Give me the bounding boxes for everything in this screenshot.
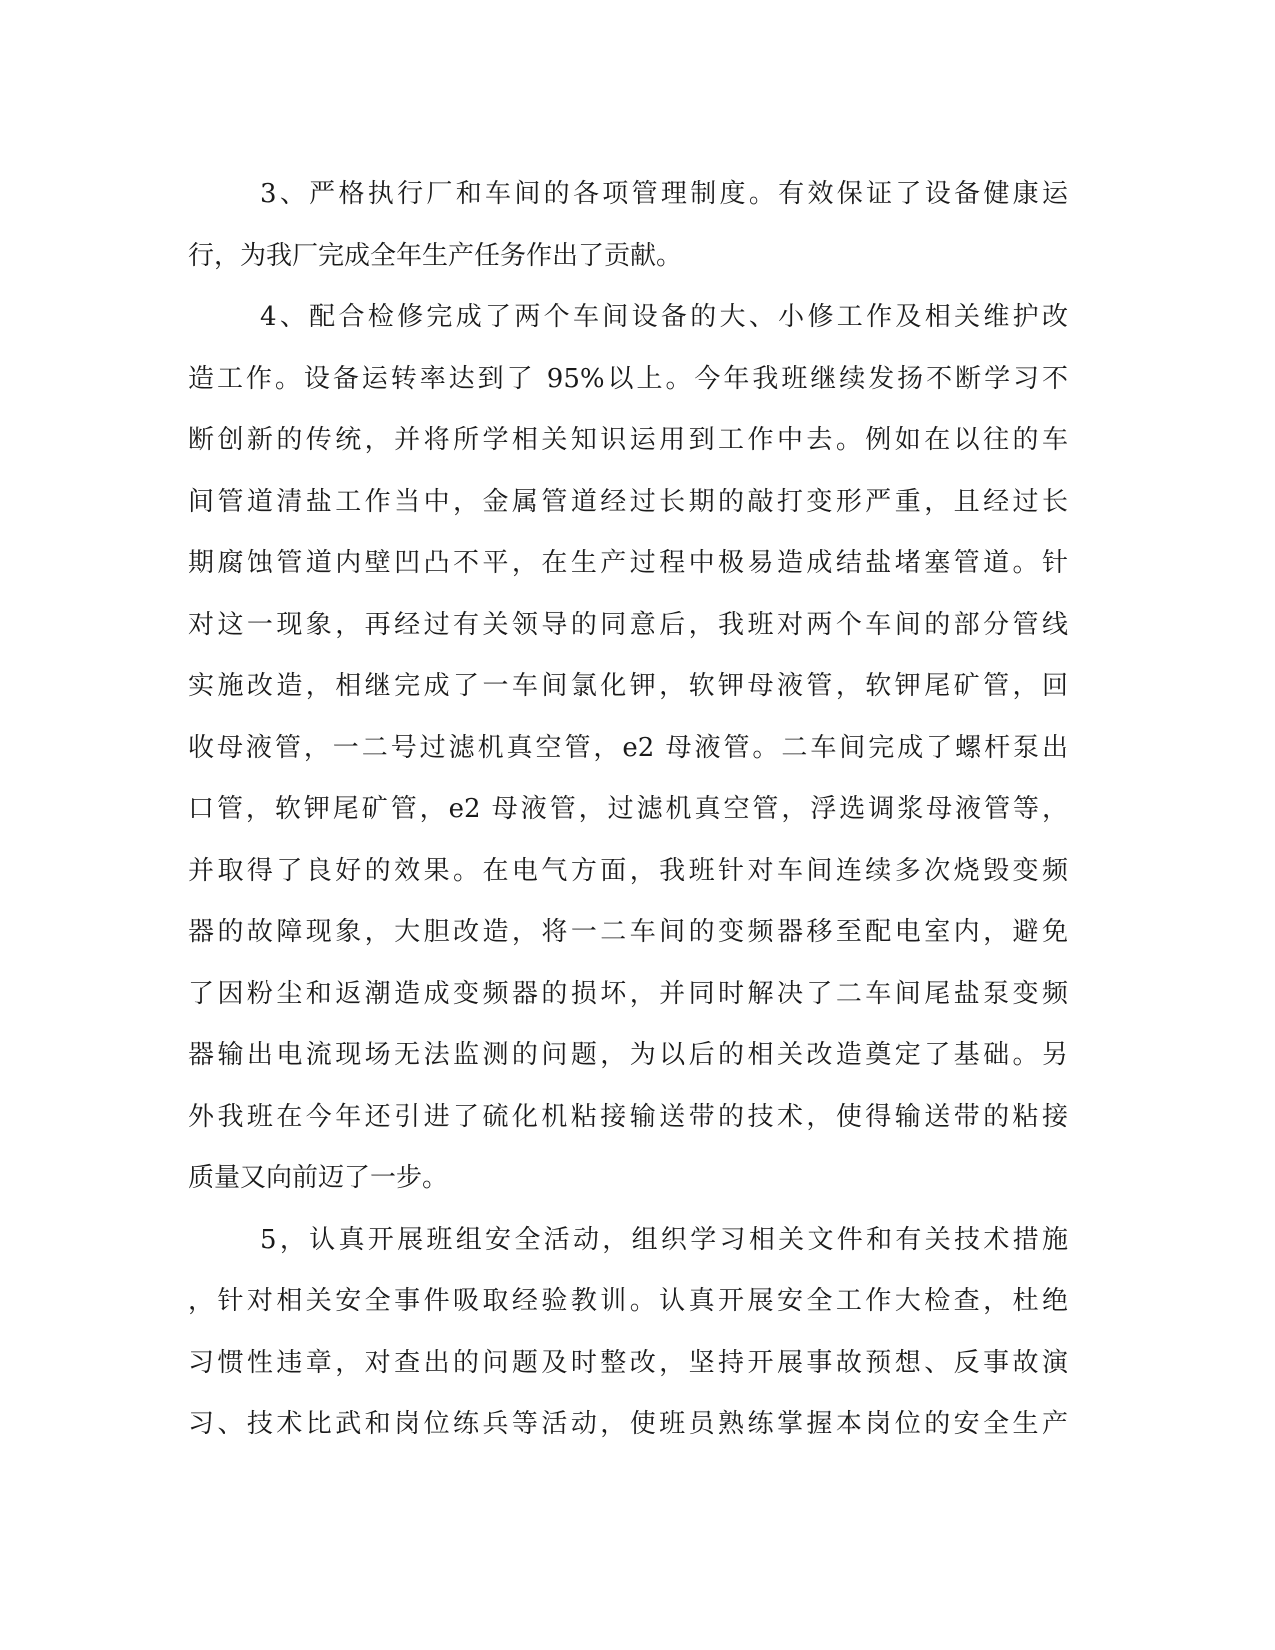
paragraph-line: 间管道清盐工作当中，金属管道经过长期的敲打变形严重，且经过长	[188, 486, 1068, 517]
document-body	[188, 164, 1068, 1456]
paragraph-line: 质量又向前迈了一步。	[188, 1163, 449, 1193]
paragraph-line: 造工作。设备运转率达到了 95%以上。今年我班继续发扬不断学习不	[188, 363, 1068, 394]
paragraph-line: ，针对相关安全事件吸取经验教训。认真开展安全工作大检查，杜绝	[188, 1286, 1068, 1316]
paragraph-line: 器的故障现象，大胆改造，将一二车间的变频器移至配电室内，避免	[188, 917, 1068, 947]
paragraph-line: 外我班在今年还引进了硫化机粘接输送带的技术，使得输送带的粘接	[188, 1101, 1068, 1132]
paragraph-line: 4、配合检修完成了两个车间设备的大、小修工作及相关维护改	[260, 302, 1068, 332]
paragraph-line: 口管，软钾尾矿管，e2 母液管，过滤机真空管，浮选调浆母液管等，	[188, 794, 1068, 824]
paragraph-line: 3、严格执行厂和车间的各项管理制度。有效保证了设备健康运	[260, 179, 1068, 209]
paragraph-line: 器输出电流现场无法监测的问题，为以后的相关改造奠定了基础。另	[188, 1040, 1068, 1070]
paragraph-line: 并取得了良好的效果。在电气方面，我班针对车间连续多次烧毁变频	[188, 855, 1068, 886]
paragraph-line: 实施改造，相继完成了一车间氯化钾，软钾母液管，软钾尾矿管，回	[188, 671, 1068, 701]
paragraph-line: 了因粉尘和返潮造成变频器的损坏，并同时解决了二车间尾盐泵变频	[188, 978, 1068, 1009]
paragraph-line: 习惯性违章，对查出的问题及时整改，坚持开展事故预想、反事故演	[188, 1347, 1068, 1378]
paragraph-line: 对这一现象，再经过有关领导的同意后，我班对两个车间的部分管线	[188, 609, 1068, 640]
paragraph-line: 断创新的传统，并将所学相关知识运用到工作中去。例如在以往的车	[188, 425, 1068, 455]
paragraph-line: 期腐蚀管道内壁凹凸不平，在生产过程中极易造成结盐堵塞管道。针	[188, 548, 1068, 578]
paragraph-line: 收母液管，一二号过滤机真空管，e2 母液管。二车间完成了螺杆泵出	[188, 732, 1068, 763]
paragraph-4	[188, 287, 1068, 1210]
paragraph-5	[188, 1210, 1068, 1456]
paragraph-line: 行，为我厂完成全年生产任务作出了贡献。	[188, 240, 683, 271]
paragraph-line: 5，认真开展班组安全活动，组织学习相关文件和有关技术措施	[260, 1224, 1068, 1255]
paragraph-3	[188, 164, 1068, 287]
paragraph-line: 习、技术比武和岗位练兵等活动，使班员熟练掌握本岗位的安全生产	[188, 1409, 1068, 1439]
